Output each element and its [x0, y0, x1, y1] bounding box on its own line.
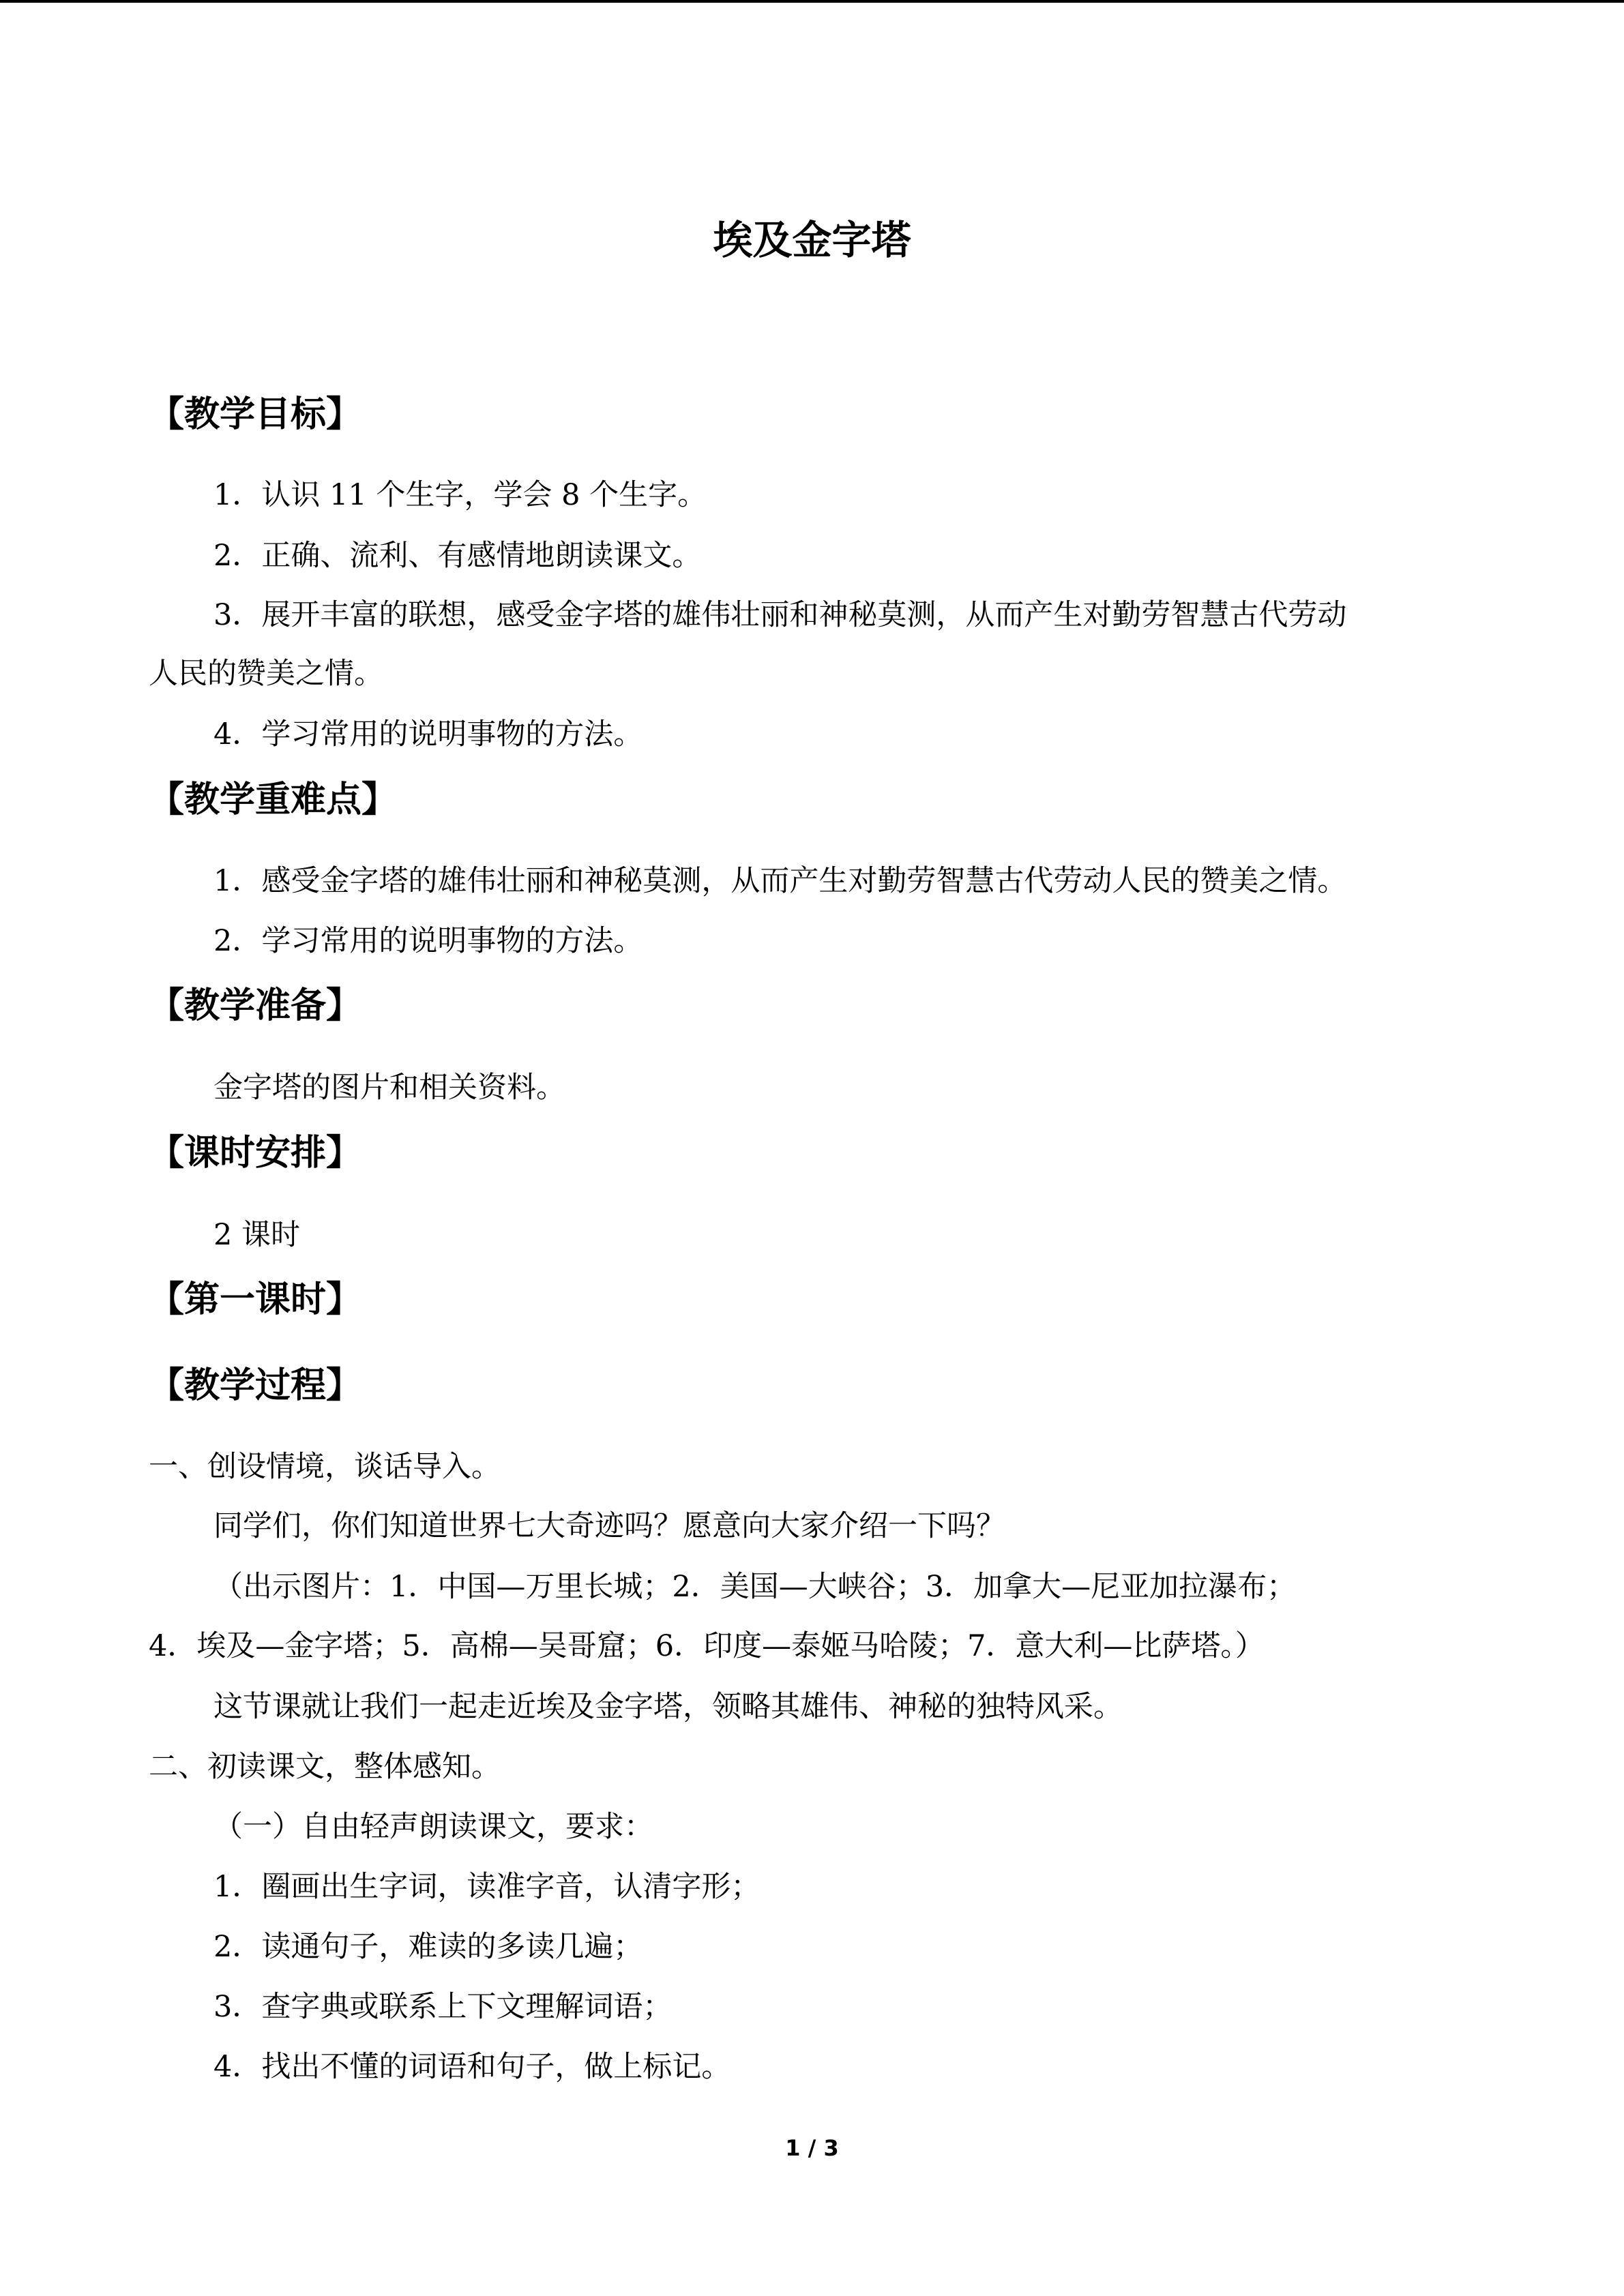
process-line-9: 2．读通句子，难读的多读几遍；: [213, 1930, 643, 1964]
schedule-text: 2 课时: [213, 1218, 301, 1252]
heading-schedule: 【课时安排】: [149, 1133, 362, 1174]
objective-item-2: 2．正确、流利、有感情地朗读课文。: [213, 539, 702, 573]
process-line-2: 同学们，你们知道世界七大奇迹吗？愿意向大家介绍一下吗？: [213, 1509, 1005, 1543]
page-number: 1 / 3: [785, 2135, 839, 2161]
objective-item-3-continued: 人民的赞美之情。: [149, 657, 383, 691]
top-border: [0, 0, 1624, 3]
objective-item-1: 1．认识 11 个生字，学会 8 个生字。: [213, 478, 707, 512]
process-line-11: 4．找出不懂的词语和句子，做上标记。: [213, 2050, 731, 2084]
process-line-3: （出示图片：1．中国—万里长城；2．美国—大峡谷；3．加拿大—尼亚加拉瀑布；: [213, 1570, 1297, 1604]
preparation-text: 金字塔的图片和相关资料。: [213, 1071, 565, 1105]
process-line-7: （一）自由轻声朗读课文，要求：: [213, 1810, 653, 1844]
heading-process: 【教学过程】: [149, 1365, 362, 1406]
heading-first-lesson: 【第一课时】: [149, 1279, 362, 1320]
process-line-8: 1．圈画出生字词，读准字音，认清字形；: [213, 1870, 761, 1904]
heading-objectives: 【教学目标】: [149, 394, 362, 435]
process-step-2: 二、初读课文，整体感知。: [149, 1750, 501, 1784]
key-point-item-2: 2．学习常用的说明事物的方法。: [213, 924, 643, 958]
process-line-10: 3．查字典或联系上下文理解词语；: [213, 1990, 673, 2024]
objective-item-3: 3．展开丰富的联想，感受金字塔的雄伟壮丽和神秘莫测，从而产生对勤劳智慧古代劳动: [213, 598, 1347, 632]
heading-preparation: 【教学准备】: [149, 985, 362, 1026]
process-step-1: 一、创设情境，谈话导入。: [149, 1450, 501, 1484]
document-title: 埃及金字塔: [713, 217, 911, 263]
heading-key-points: 【教学重难点】: [149, 779, 398, 820]
objective-item-4: 4．学习常用的说明事物的方法。: [213, 717, 643, 751]
process-line-5: 这节课就让我们一起走近埃及金字塔，领略其雄伟、神秘的独特风采。: [213, 1690, 1123, 1724]
process-line-4: 4．埃及—金字塔；5．高棉—吴哥窟；6．印度—泰姬马哈陵；7．意大利—比萨塔。）: [149, 1629, 1265, 1663]
key-point-item-1: 1．感受金字塔的雄伟壮丽和神秘莫测，从而产生对勤劳智慧古代劳动人民的赞美之情。: [213, 864, 1347, 898]
